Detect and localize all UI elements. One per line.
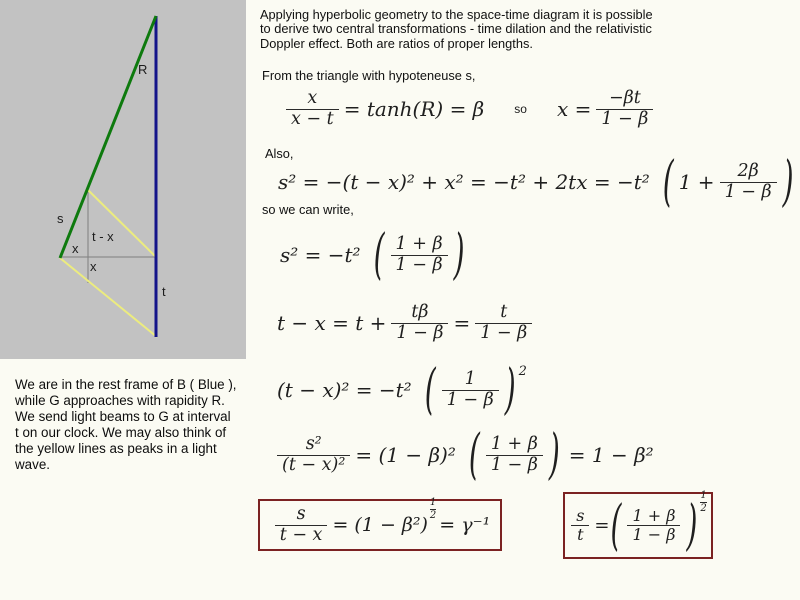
fraction-denominator: 1 − β — [442, 390, 499, 411]
caption-line: t on our clock. We may also think of — [15, 425, 227, 440]
exponent-numerator: 1 — [429, 497, 437, 508]
fraction — [275, 505, 328, 545]
left-paren: ( — [662, 148, 674, 214]
exponent-denominator: 2 — [700, 502, 707, 514]
fraction-denominator: 1 − β — [596, 109, 653, 130]
fraction-numerator: 1 — [464, 368, 476, 389]
equation-t-minus-x — [277, 300, 537, 346]
fraction — [627, 507, 680, 544]
fraction-denominator: 1 − β — [627, 525, 680, 544]
fraction-denominator: 1 − β — [391, 323, 448, 344]
so-we-can-write-label: so we can write, — [262, 202, 354, 217]
fraction-numerator: tβ — [411, 301, 429, 322]
fraction — [571, 507, 589, 544]
fraction — [442, 370, 499, 410]
right-paren: ) — [782, 148, 794, 214]
fraction — [720, 162, 777, 202]
fraction-denominator: (t − x)² — [277, 455, 350, 476]
fraction-denominator: 1 − β — [391, 255, 448, 276]
fraction — [277, 435, 350, 475]
caption-line: We send light beams to G at interval — [15, 409, 231, 424]
fraction — [286, 89, 339, 129]
equation-text: x = — [556, 97, 592, 121]
left-paren: ( — [468, 421, 480, 487]
left-paren: ( — [424, 356, 436, 422]
equation-text: s² = −t² — [280, 243, 361, 267]
caption-line: wave. — [15, 457, 50, 472]
spacetime-diagram-panel — [0, 0, 246, 359]
t-minus-x-label: t - x — [92, 229, 114, 244]
equation-text: = — [453, 311, 471, 335]
exponent-numerator: 1 — [700, 490, 707, 501]
equation-text: = 1 − β² — [568, 443, 654, 467]
right-paren: ) — [504, 356, 516, 422]
fraction-denominator: 1 − β — [475, 323, 532, 344]
s-label: s — [57, 211, 64, 226]
fraction-numerator: −βt — [608, 87, 641, 108]
fraction-numerator: 2β — [737, 160, 759, 181]
fraction-numerator: 1 + β — [632, 506, 676, 526]
equation-text: = γ⁻¹ — [439, 514, 491, 536]
equation-ratio-squared — [272, 421, 654, 487]
intro-line: Applying hyperbolic geometry to the space-time diagram it is possible — [260, 7, 653, 22]
equation-tanh — [281, 86, 658, 132]
light-beam-yellow-line-lower — [60, 258, 157, 337]
also-label: Also, — [265, 146, 294, 161]
caption-line: We are in the rest frame of B ( Blue ), — [15, 377, 237, 392]
fraction-numerator: s² — [305, 433, 322, 454]
right-paren: ) — [548, 421, 560, 487]
equation-text: t − x = t + — [277, 311, 387, 335]
fraction-numerator: s — [296, 503, 306, 524]
fraction-denominator: t — [571, 525, 589, 544]
right-paren: ) — [453, 221, 465, 287]
equation-text: 1 + — [678, 170, 715, 194]
fraction-denominator: t − x — [275, 525, 328, 546]
exponent: 2 — [518, 364, 527, 379]
half-exponent — [430, 497, 436, 521]
equation-text: = (1 − β²) — [332, 514, 428, 536]
fraction-numerator: 1 + β — [395, 233, 443, 254]
green-worldline — [60, 16, 156, 258]
doppler-result-box — [563, 492, 713, 559]
equation-s-squared — [280, 221, 466, 287]
equation-text: = tanh(R) = β — [343, 97, 485, 121]
caption-line: while G approaches with rapidity R. — [15, 393, 225, 408]
fraction-numerator: s — [576, 506, 585, 526]
from-triangle-label: From the triangle with hypoteneuse s, — [262, 68, 476, 83]
t-label: t — [162, 284, 166, 299]
x-upper-label: x — [72, 241, 79, 256]
intro-line: to derive two central transformations - time dilation and the relativistic — [260, 21, 652, 37]
so-connector: so — [514, 102, 527, 116]
fraction-numerator: 1 + β — [490, 433, 538, 454]
equation-text: = — [594, 515, 610, 536]
equation-text: = (1 − β)² — [355, 443, 456, 467]
light-beam-yellow-line-upper — [88, 190, 156, 257]
x-lower-label: x — [90, 259, 97, 274]
fraction — [391, 303, 448, 343]
half-exponent — [700, 490, 706, 514]
diagram-caption — [15, 377, 237, 473]
right-paren: ) — [686, 492, 698, 557]
equation-text: s² = −(t − x)² + x² = −t² + 2tx = −t² — [278, 170, 650, 194]
fraction — [391, 235, 448, 275]
exponent-denominator: 2 — [429, 509, 437, 521]
time-dilation-result-box — [258, 499, 502, 551]
intro-line: Doppler effect. Both are ratios of proper lengths. — [260, 35, 533, 51]
fraction — [486, 435, 543, 475]
fraction-denominator: 1 − β — [720, 182, 777, 203]
equation-t-minus-x-squared — [277, 356, 527, 422]
equation-text: (t − x)² = −t² — [277, 378, 412, 402]
spacetime-diagram — [0, 0, 246, 359]
fraction-denominator: 1 − β — [486, 455, 543, 476]
caption-line: the yellow lines as peaks in a light — [15, 441, 217, 456]
rapidity-label: R — [138, 62, 148, 77]
fraction — [475, 303, 532, 343]
fraction-numerator: x — [307, 87, 318, 108]
fraction-denominator: x − t — [286, 109, 339, 130]
left-paren: ( — [610, 492, 622, 557]
fraction — [596, 89, 653, 129]
intro-paragraph — [260, 8, 653, 51]
fraction-numerator: t — [500, 301, 508, 322]
left-paren: ( — [373, 221, 385, 287]
